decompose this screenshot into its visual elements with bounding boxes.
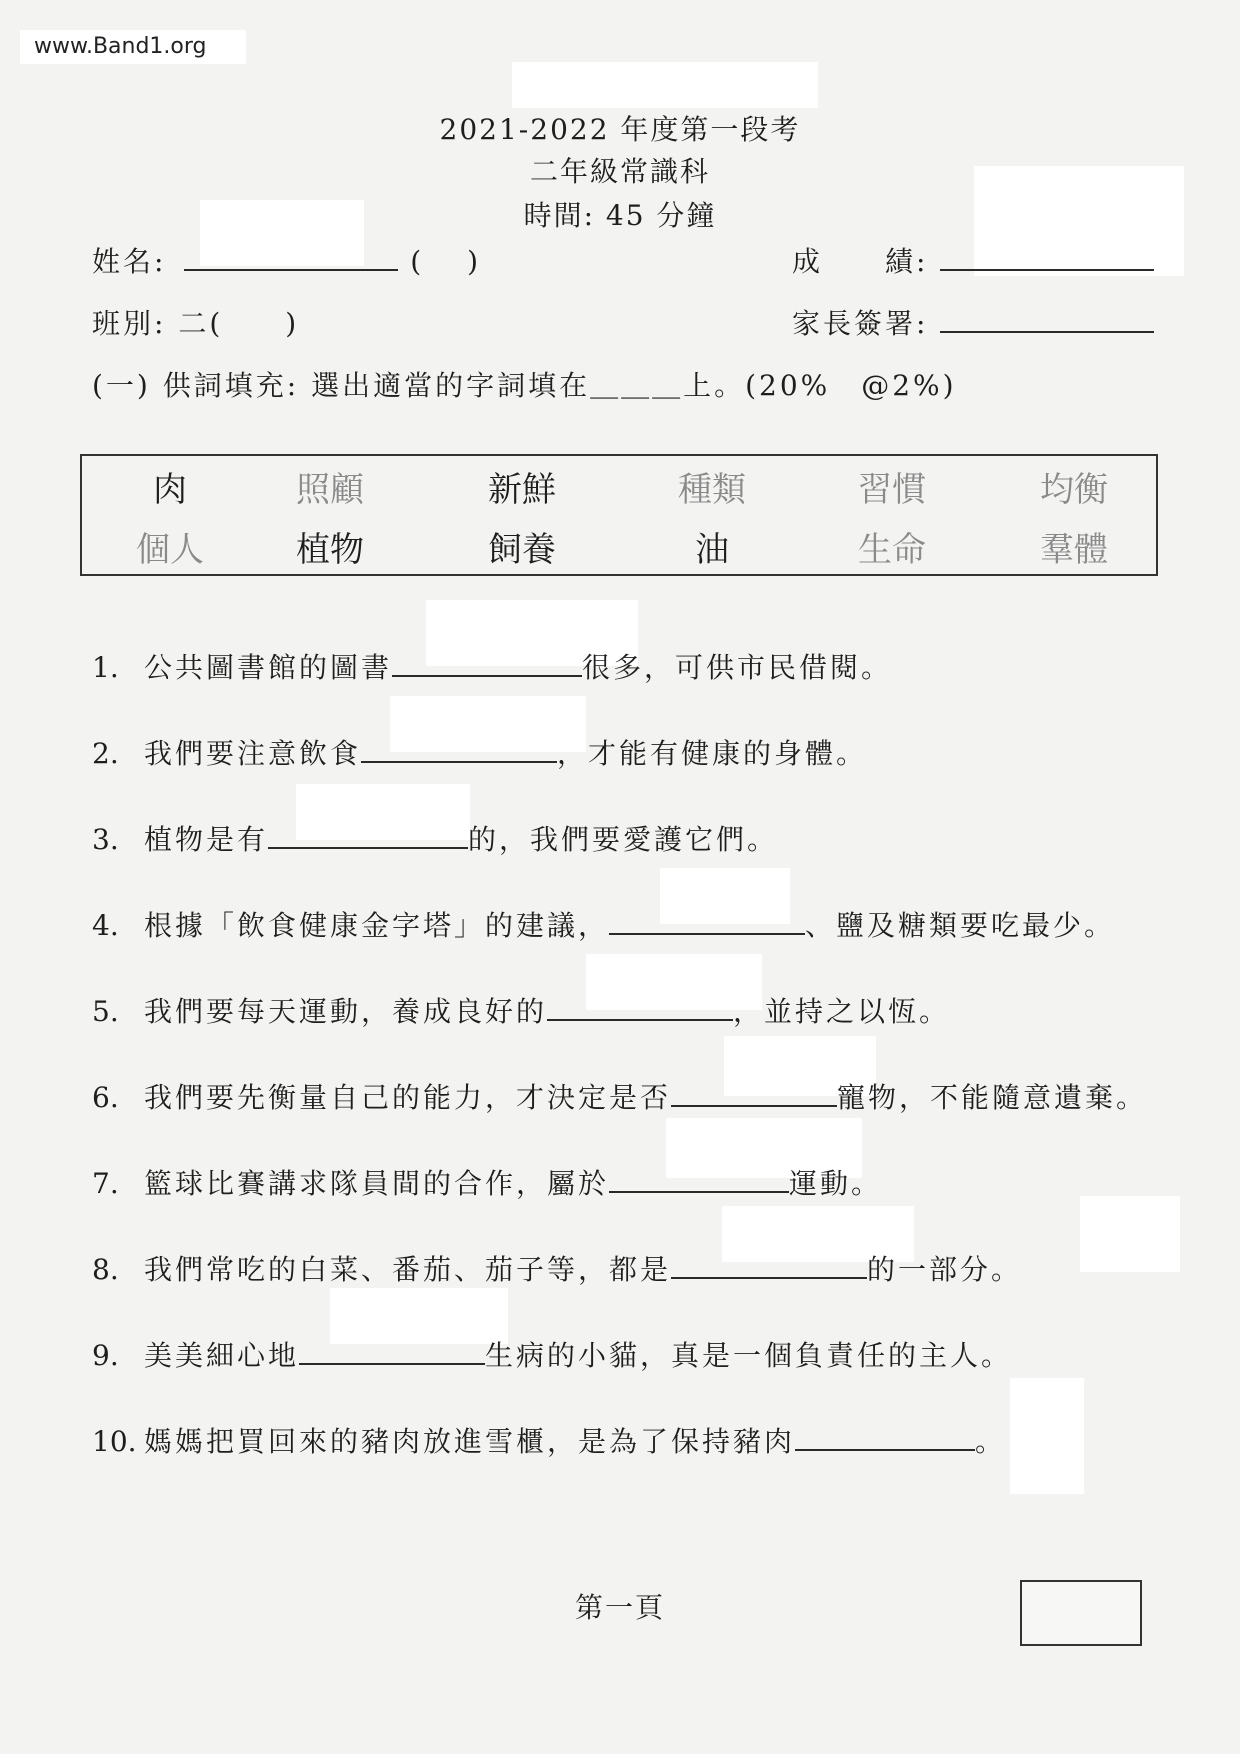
redaction-patch bbox=[512, 62, 818, 108]
answer-blank[interactable] bbox=[671, 1079, 837, 1107]
word-bank-item: 肉 bbox=[153, 470, 187, 510]
word-bank-item: 生命 bbox=[858, 530, 926, 570]
name-label: 姓名: bbox=[92, 245, 167, 278]
question-10: 10. 媽媽把買回來的豬肉放進雪櫃，是為了保持豬肉 。 bbox=[92, 1425, 1007, 1458]
answer-blank[interactable] bbox=[795, 1423, 975, 1451]
word-bank-item: 習慣 bbox=[858, 470, 926, 510]
exam-title: 2021-2022 年度第一段考 bbox=[439, 113, 801, 146]
question-3: 3. 植物是有 的，我們要愛護它們。 bbox=[92, 823, 779, 856]
answer-blank[interactable] bbox=[671, 1251, 867, 1279]
question-4: 4. 根據「飲食健康金字塔」的建議， 、鹽及糖類要吃最少。 bbox=[92, 909, 1116, 942]
answer-blank[interactable] bbox=[268, 821, 468, 849]
watermark-label: www.Band1.org bbox=[20, 30, 246, 64]
question-1: 1. 公共圖書館的圖書 很多，可供市民借閱。 bbox=[92, 651, 893, 684]
answer-blank[interactable] bbox=[299, 1337, 485, 1365]
answer-blank[interactable] bbox=[547, 993, 733, 1021]
name-field[interactable] bbox=[184, 269, 398, 271]
word-bank-item: 油 bbox=[695, 530, 729, 570]
question-5: 5. 我們要每天運動，養成良好的 ，並持之以恆。 bbox=[92, 995, 951, 1028]
answer-blank[interactable] bbox=[392, 649, 582, 677]
time-label: 時間: 45 分鐘 bbox=[523, 199, 717, 232]
answer-blank[interactable] bbox=[609, 1165, 789, 1193]
page-score-box[interactable] bbox=[1020, 1580, 1142, 1646]
question-2: 2. 我們要注意飲食 ，才能有健康的身體。 bbox=[92, 737, 868, 770]
class-label: 班別: 二( bbox=[92, 307, 224, 340]
parent-signature-row bbox=[792, 302, 1154, 342]
section-title: (一) 供詞填充: 選出適當的字詞填在＿＿＿上。(20% @2%) bbox=[92, 369, 957, 402]
word-bank-item: 照顧 bbox=[296, 470, 364, 510]
word-bank bbox=[80, 454, 1158, 576]
page-number: 第一頁 bbox=[574, 1591, 665, 1624]
answer-blank[interactable] bbox=[609, 907, 805, 935]
word-bank-item: 個人 bbox=[136, 530, 204, 570]
parent-signature-label: 家長簽署: bbox=[792, 307, 929, 340]
subject-title: 二年級常識科 bbox=[529, 155, 710, 188]
class-number-field[interactable]: ( ) bbox=[410, 245, 481, 278]
question-6: 6. 我們要先衡量自己的能力，才決定是否 寵物，不能隨意遺棄。 bbox=[92, 1081, 1148, 1114]
redaction-patch bbox=[1080, 1196, 1180, 1272]
word-bank-item: 飼養 bbox=[488, 530, 556, 570]
class-field[interactable]: ) bbox=[223, 307, 300, 340]
question-9: 9. 美美細心地 生病的小貓，真是一個負責任的主人。 bbox=[92, 1339, 1013, 1372]
class-row bbox=[92, 302, 299, 342]
word-bank-item: 種類 bbox=[678, 470, 746, 510]
redaction-patch bbox=[1010, 1378, 1084, 1494]
word-bank-item: 植物 bbox=[296, 530, 364, 570]
word-bank-item: 新鮮 bbox=[488, 470, 556, 510]
name-row bbox=[92, 240, 481, 280]
parent-signature-field[interactable] bbox=[940, 331, 1154, 333]
word-bank-item: 均衡 bbox=[1040, 470, 1108, 510]
question-7: 7. 籃球比賽講求隊員間的合作，屬於 運動。 bbox=[92, 1167, 883, 1200]
question-8: 8. 我們常吃的白菜、番茄、茄子等，都是 的一部分。 bbox=[92, 1253, 1023, 1286]
answer-blank[interactable] bbox=[361, 735, 557, 763]
score-label: 成 績: bbox=[792, 245, 929, 278]
score-field[interactable] bbox=[940, 269, 1154, 271]
score-row bbox=[792, 240, 1154, 280]
word-bank-item: 羣體 bbox=[1040, 530, 1108, 570]
